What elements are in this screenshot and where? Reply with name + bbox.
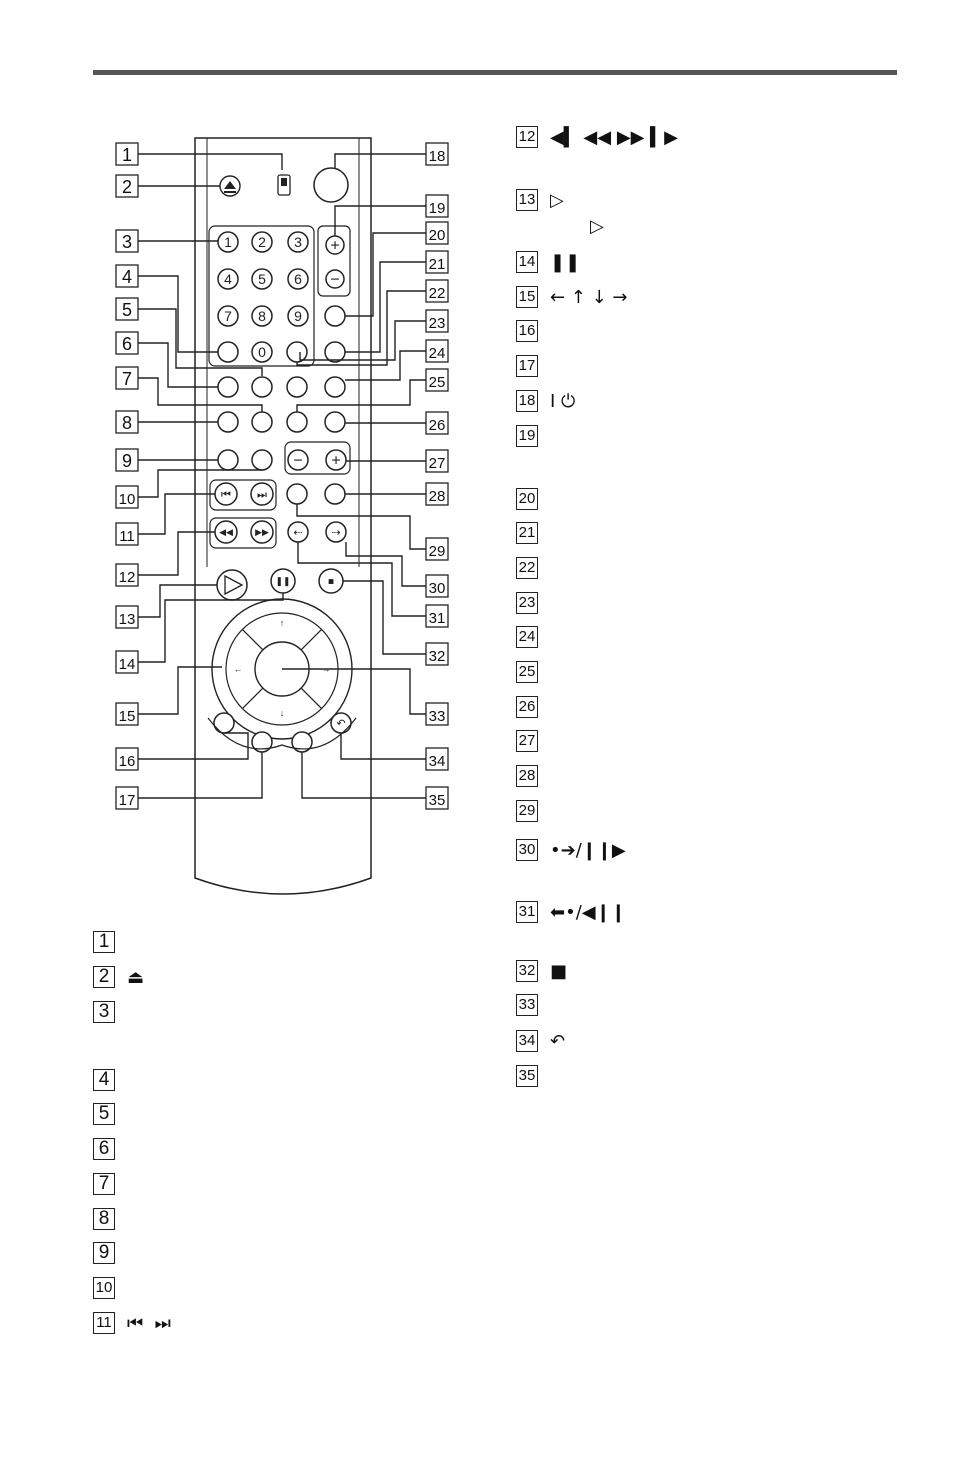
digit-button-6[interactable] <box>288 269 308 289</box>
svg-text:→: → <box>321 664 331 674</box>
callout-12 <box>116 564 138 586</box>
legend-item-3 <box>93 1001 115 1023</box>
digit-button-5[interactable] <box>252 269 272 289</box>
callout-21 <box>426 251 448 273</box>
prev-button[interactable] <box>215 483 237 505</box>
legend-number: 10 <box>93 1277 115 1299</box>
callout-34 <box>426 748 448 770</box>
legend-item-27 <box>516 730 538 752</box>
forward-button[interactable] <box>251 521 273 543</box>
legend-item-32 <box>516 960 567 982</box>
svg-text:21: 21 <box>428 256 446 273</box>
svg-text:3: 3 <box>121 232 133 252</box>
legend-item-26 <box>516 696 538 718</box>
callout-23 <box>426 310 448 332</box>
legend-number: 9 <box>93 1242 115 1264</box>
legend-item-8 <box>93 1208 115 1230</box>
legend-item-24 <box>516 626 538 648</box>
remote-button-14[interactable] <box>252 450 272 470</box>
callout-35 <box>426 787 448 809</box>
legend-number: 30 <box>516 839 538 861</box>
callout-31 <box>426 605 448 627</box>
legend-symbol-icon: ■ <box>550 960 568 982</box>
legend-item-5 <box>93 1103 115 1125</box>
svg-text:←: ← <box>233 664 243 674</box>
legend-item-15 <box>516 286 628 308</box>
svg-text:3: 3 <box>294 233 302 250</box>
digit-button-2[interactable] <box>252 232 272 252</box>
mode-switch[interactable] <box>278 175 290 195</box>
legend-number: 11 <box>93 1312 115 1334</box>
callout-29 <box>426 538 448 560</box>
remote-button-6[interactable] <box>252 377 272 397</box>
bottom-button-left[interactable] <box>214 713 234 733</box>
legend-item-11 <box>93 1312 171 1334</box>
callout-1 <box>116 143 138 165</box>
remote-button-2[interactable] <box>287 342 307 362</box>
remote-button-16[interactable] <box>325 484 345 504</box>
svg-text:33: 33 <box>428 708 446 725</box>
svg-text:20: 20 <box>428 227 446 244</box>
stop-button[interactable] <box>319 569 343 593</box>
legend-number: 12 <box>516 126 538 148</box>
legend-symbol-icon: I ⏻ <box>550 390 576 412</box>
legend-item-7 <box>93 1173 115 1195</box>
plus-button[interactable] <box>326 450 346 470</box>
svg-text:10: 10 <box>118 491 136 508</box>
legend-symbol-icon: •➔/❙❙▶ <box>550 839 626 861</box>
callout-10 <box>116 486 138 508</box>
legend-item-16 <box>516 320 538 342</box>
legend-number: 6 <box>93 1138 115 1160</box>
svg-text:⇢: ⇢ <box>331 526 341 539</box>
remote-button-8[interactable] <box>325 377 345 397</box>
legend-item-23 <box>516 592 538 614</box>
remote-button-13[interactable] <box>218 450 238 470</box>
legend-item-9 <box>93 1242 115 1264</box>
callout-5 <box>116 298 138 320</box>
callout-26 <box>426 412 448 434</box>
digit-button-7[interactable] <box>218 306 238 326</box>
svg-text:❚❚: ❚❚ <box>275 576 291 587</box>
callout-32 <box>426 643 448 665</box>
svg-text:6: 6 <box>121 334 133 354</box>
legend-item-1 <box>93 931 115 953</box>
play-button[interactable] <box>217 570 247 600</box>
svg-text:12: 12 <box>118 569 136 586</box>
callout-4 <box>116 265 138 287</box>
remote-button-3[interactable] <box>325 306 345 326</box>
next-button[interactable] <box>251 483 273 505</box>
legend-symbol-icon: ⏮ ⏭ <box>127 1312 171 1334</box>
callout-18 <box>426 143 448 165</box>
svg-text:28: 28 <box>428 488 446 505</box>
legend-item-21 <box>516 522 538 544</box>
legend-symbol-icon: ↶ <box>550 1030 566 1052</box>
legend-number: 18 <box>516 390 538 412</box>
svg-text:8: 8 <box>121 413 133 433</box>
callout-19 <box>426 195 448 217</box>
svg-text:13: 13 <box>118 611 136 628</box>
digit-button-9[interactable] <box>288 306 308 326</box>
svg-text:6: 6 <box>294 270 302 287</box>
svg-text:18: 18 <box>428 148 446 165</box>
svg-text:25: 25 <box>428 374 446 391</box>
legend-number: 33 <box>516 994 538 1016</box>
svg-text:8: 8 <box>258 307 266 324</box>
digit-button-3[interactable] <box>288 232 308 252</box>
legend-item-12 <box>516 126 678 148</box>
svg-text:⏭: ⏭ <box>257 488 267 501</box>
legend-number: 23 <box>516 592 538 614</box>
legend-symbol-icon: ◀▍ ◀◀ ▶▶ ▍▶ <box>550 126 678 148</box>
svg-text:2: 2 <box>121 177 133 197</box>
svg-text:26: 26 <box>428 417 446 434</box>
legend-item-17 <box>516 355 538 377</box>
legend-symbol-icon: ⏏ <box>127 966 145 988</box>
callout-13 <box>116 606 138 628</box>
legend-number: 22 <box>516 557 538 579</box>
svg-text:11: 11 <box>119 528 135 545</box>
callout-17 <box>116 787 138 809</box>
svg-text:↶: ↶ <box>336 717 346 730</box>
legend-item-25 <box>516 661 538 683</box>
legend-item-4 <box>93 1069 115 1091</box>
svg-text:7: 7 <box>121 369 133 389</box>
legend-item-10 <box>93 1277 115 1299</box>
legend-number: 7 <box>93 1173 115 1195</box>
callout-7 <box>116 367 138 389</box>
digit-button-1[interactable] <box>218 232 238 252</box>
legend-number: 32 <box>516 960 538 982</box>
svg-text:▶▶: ▶▶ <box>255 527 269 538</box>
callout-15 <box>116 703 138 725</box>
legend-item-34 <box>516 1030 565 1052</box>
callout-14 <box>116 651 138 673</box>
legend-number: 3 <box>93 1001 115 1023</box>
legend-item-22 <box>516 557 538 579</box>
svg-text:5: 5 <box>258 270 266 287</box>
svg-text:■: ■ <box>327 576 335 588</box>
step-back-button[interactable] <box>288 522 308 542</box>
legend-symbol-icon: ❚❚ <box>550 251 581 273</box>
callout-9 <box>116 449 138 471</box>
legend-number: 1 <box>93 931 115 953</box>
svg-text:14: 14 <box>118 656 136 673</box>
pause-button[interactable] <box>271 569 295 593</box>
legend-number: 15 <box>516 286 538 308</box>
legend-item-18 <box>516 390 575 412</box>
digit-button-0[interactable] <box>252 342 272 362</box>
legend-number: 5 <box>93 1103 115 1125</box>
svg-text:1: 1 <box>121 145 133 165</box>
legend-item-19 <box>516 425 538 447</box>
svg-text:4: 4 <box>224 270 232 287</box>
callout-22 <box>426 280 448 302</box>
legend-item-30 <box>516 839 626 861</box>
callout-27 <box>426 450 448 472</box>
svg-text:35: 35 <box>428 792 446 809</box>
svg-text:2: 2 <box>258 233 266 250</box>
volume-down-button[interactable] <box>326 270 344 289</box>
svg-text:⏮: ⏮ <box>221 488 231 501</box>
legend-number: 8 <box>93 1208 115 1230</box>
remote-button-1[interactable] <box>218 342 238 362</box>
legend-symbol-icon: ← ↑ ↓ → <box>550 286 628 308</box>
svg-text:30: 30 <box>428 580 446 597</box>
svg-text:◀◀: ◀◀ <box>219 527 233 538</box>
eject-button[interactable] <box>220 176 240 196</box>
svg-text:17: 17 <box>118 792 136 809</box>
legend-number: 2 <box>93 966 115 988</box>
remote-button-5[interactable] <box>218 377 238 397</box>
callout-16 <box>116 748 138 770</box>
legend-number: 14 <box>516 251 538 273</box>
callout-11 <box>116 523 138 545</box>
callout-8 <box>116 411 138 433</box>
svg-text:34: 34 <box>428 753 446 770</box>
legend-number: 35 <box>516 1065 538 1087</box>
svg-text:22: 22 <box>428 285 446 302</box>
volume-up-button[interactable] <box>326 236 344 255</box>
remote-button-11[interactable] <box>287 412 307 432</box>
svg-text:9: 9 <box>294 307 302 324</box>
svg-text:9: 9 <box>121 451 133 471</box>
callout-3 <box>116 230 138 252</box>
callout-30 <box>426 575 448 597</box>
rewind-button[interactable] <box>215 521 237 543</box>
svg-text:32: 32 <box>428 648 446 665</box>
legend-number: 26 <box>516 696 538 718</box>
svg-text:0: 0 <box>258 343 266 360</box>
callout-20 <box>426 222 448 244</box>
legend-number: 29 <box>516 800 538 822</box>
callout-6 <box>116 332 138 354</box>
legend-item-6 <box>93 1138 115 1160</box>
svg-text:19: 19 <box>428 200 446 217</box>
remote-button-15[interactable] <box>287 484 307 504</box>
remote-button-12[interactable] <box>325 412 345 432</box>
svg-text:27: 27 <box>428 455 446 472</box>
legend-item-31 <box>516 901 626 923</box>
legend-number: 31 <box>516 901 538 923</box>
remote-button-9[interactable] <box>218 412 238 432</box>
svg-text:5: 5 <box>121 300 133 320</box>
callout-24 <box>426 340 448 362</box>
digit-button-4[interactable] <box>218 269 238 289</box>
callout-25 <box>426 369 448 391</box>
legend-item-20 <box>516 488 538 510</box>
svg-text:⇠: ⇠ <box>293 526 303 539</box>
legend-number: 28 <box>516 765 538 787</box>
svg-text:15: 15 <box>118 708 136 725</box>
legend-symbol-icon: ▷ <box>550 189 564 211</box>
svg-text:31: 31 <box>428 610 446 627</box>
legend-item-35 <box>516 1065 538 1087</box>
svg-text:23: 23 <box>428 315 446 332</box>
svg-text:+: + <box>331 452 341 470</box>
legend-number: 20 <box>516 488 538 510</box>
legend-number: 17 <box>516 355 538 377</box>
remote-button-10[interactable] <box>252 412 272 432</box>
svg-text:↑: ↑ <box>279 618 285 628</box>
legend-number: 24 <box>516 626 538 648</box>
step-forward-button[interactable] <box>326 522 346 542</box>
return-button[interactable] <box>331 713 351 733</box>
svg-text:7: 7 <box>224 307 232 324</box>
svg-text:+: + <box>330 237 340 255</box>
legend-item-29 <box>516 800 538 822</box>
svg-text:−: − <box>330 271 340 289</box>
svg-text:1: 1 <box>224 233 232 250</box>
legend-number: 25 <box>516 661 538 683</box>
svg-text:−: − <box>293 452 303 470</box>
legend-item-13 <box>516 189 564 211</box>
legend-item-14 <box>516 251 580 273</box>
remote-button-7[interactable] <box>287 377 307 397</box>
legend-item-33 <box>516 994 538 1016</box>
svg-text:↓: ↓ <box>279 708 285 718</box>
legend-number: 34 <box>516 1030 538 1052</box>
legend-number: 21 <box>516 522 538 544</box>
legend-item-28 <box>516 765 538 787</box>
legend-item-2 <box>93 966 144 988</box>
svg-text:24: 24 <box>428 345 446 362</box>
svg-text:29: 29 <box>428 543 446 560</box>
callout-2 <box>116 175 138 197</box>
play-icon: ▷ <box>590 216 604 237</box>
callout-28 <box>426 483 448 505</box>
remote-button-4[interactable] <box>325 342 345 362</box>
legend-number: 27 <box>516 730 538 752</box>
callout-33 <box>426 703 448 725</box>
legend-number: 16 <box>516 320 538 342</box>
legend-symbol-icon: ⬅•/◀❙❙ <box>550 901 626 923</box>
digit-button-8[interactable] <box>252 306 272 326</box>
legend-number: 4 <box>93 1069 115 1091</box>
minus-button[interactable] <box>288 450 308 470</box>
svg-text:4: 4 <box>121 267 133 287</box>
legend-number: 13 <box>516 189 538 211</box>
power-button[interactable] <box>314 168 348 202</box>
legend-number: 19 <box>516 425 538 447</box>
svg-text:16: 16 <box>118 753 136 770</box>
